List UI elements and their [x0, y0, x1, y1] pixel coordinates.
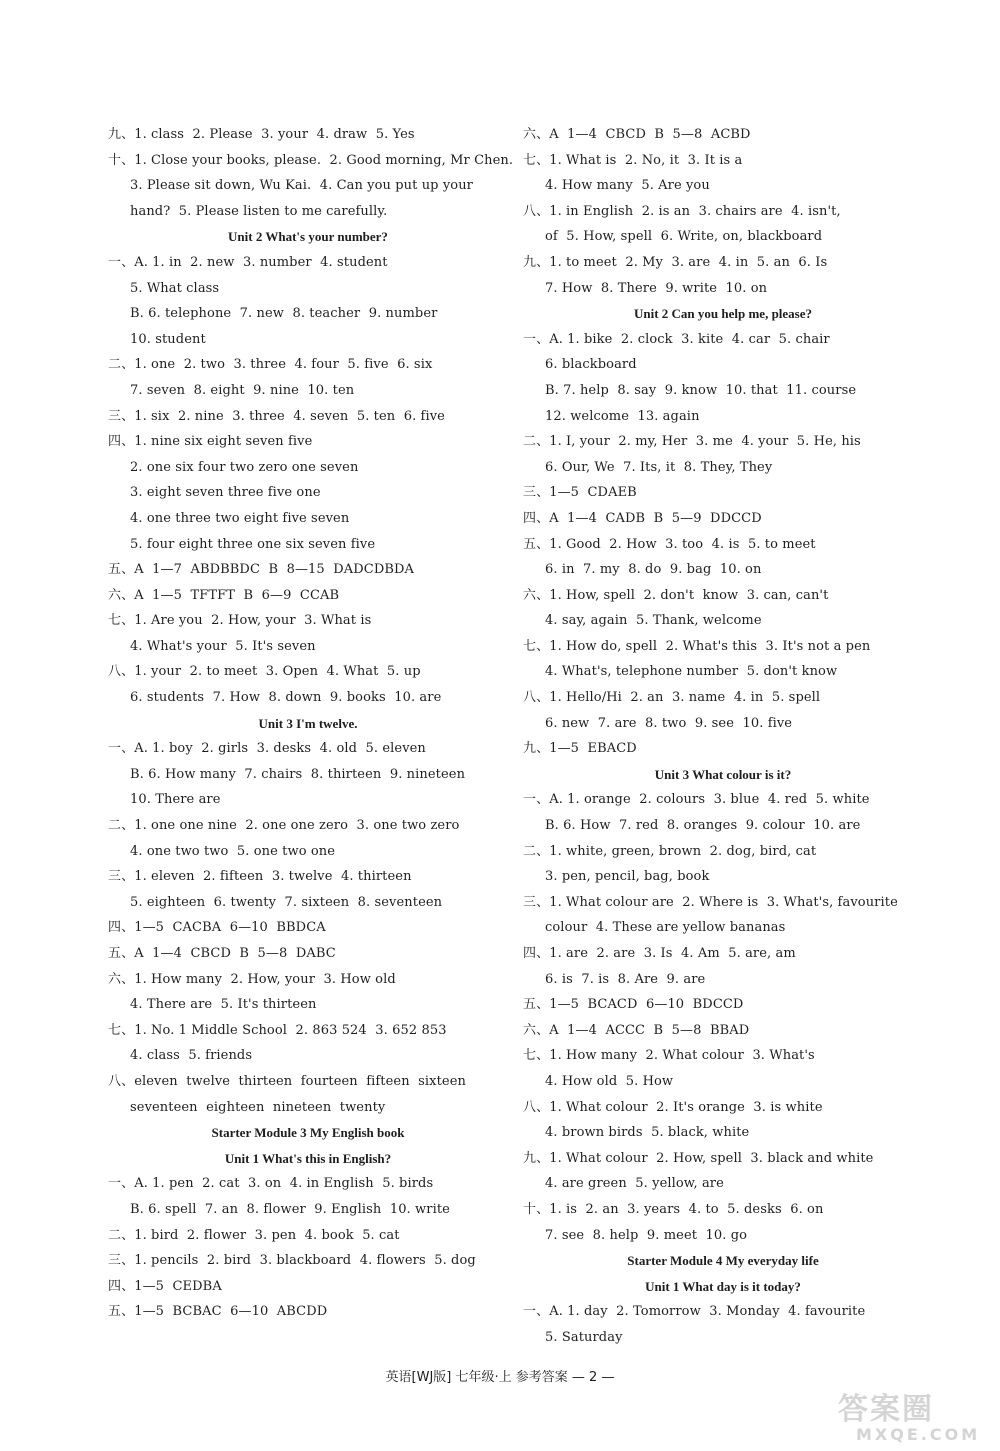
answer-line: B. 7. help 8. say 9. know 10. that 11. course [545, 382, 857, 398]
section-heading: Unit 1 What's this in English? [224, 1150, 392, 1166]
answer-line: B. 6. How 7. red 8. oranges 9. colour 10. are [545, 818, 861, 834]
answer-line: 五、1—5 BCACD 6—10 BDCCD [523, 997, 744, 1013]
answer-line: 6. is 7. is 8. Are 9. are [545, 971, 706, 987]
answer-line: 十、1. Close your books, please. 2. Good morning, Mr Chen. [108, 152, 514, 168]
answer-line: 4. one three two eight five seven [130, 510, 350, 526]
answer-line: 三、1. eleven 2. fifteen 3. twelve 4. thirteen [108, 869, 412, 885]
answer-line: 四、1. nine six eight seven five [108, 434, 313, 450]
right-answer-column [523, 122, 923, 1351]
answer-line: 4. There are 5. It's thirteen [130, 997, 317, 1013]
answer-line: 二、1. I, your 2. my, Her 3. me 4. your 5. He, his [523, 434, 861, 450]
answer-line: 五、A 1—4 CBCD B 5—8 DABC [108, 946, 336, 961]
answer-line: B. 6. spell 7. an 8. flower 9. English 10. write [130, 1201, 450, 1217]
answer-line: 3. eight seven three five one [130, 485, 321, 501]
answer-line: 一、A. 1. boy 2. girls 3. desks 4. old 5. eleven [108, 741, 426, 757]
answer-line: 二、1. white, green, brown 2. dog, bird, cat [523, 843, 817, 859]
section-heading: Unit 2 Can you help me, please? [633, 306, 813, 322]
answer-line: 七、1. No. 1 Middle School 2. 863 524 3. 652 853 [108, 1022, 447, 1038]
answer-line: 八、eleven twelve thirteen fourteen fifteen sixteen [108, 1073, 466, 1089]
answer-line: 七、1. How many 2. What colour 3. What's [523, 1048, 815, 1064]
answer-line: seventeen eighteen nineteen twenty [130, 1099, 386, 1115]
left-answer-column [108, 122, 514, 1325]
answer-line: 6. Our, We 7. Its, it 8. They, They [545, 459, 773, 475]
answer-line: 一、A. 1. bike 2. clock 3. kite 4. car 5. chair [523, 331, 830, 347]
answer-line: 2. one six four two zero one seven [130, 459, 359, 475]
answer-line: 6. in 7. my 8. do 9. bag 10. on [545, 562, 762, 578]
watermark-url: MXQE.COM [856, 1425, 981, 1444]
answer-line: 三、1. What colour are 2. Where is 3. What's, favourite [523, 894, 898, 910]
section-heading: Starter Module 4 My everyday life [627, 1253, 819, 1269]
answer-line: 四、1—5 CEDBA [108, 1278, 222, 1294]
answer-line: 4. How many 5. Are you [545, 178, 710, 194]
answer-line: 10. student [130, 331, 206, 347]
answer-line: 一、A. 1. in 2. new 3. number 4. student [108, 254, 388, 270]
answer-line: colour 4. These are yellow bananas [545, 920, 786, 936]
answer-line: 三、1. pencils 2. bird 3. blackboard 4. flowers 5. dog [108, 1253, 476, 1269]
answer-line: 4. class 5. friends [130, 1048, 253, 1064]
answer-line: 4. How old 5. How [545, 1073, 674, 1089]
answer-line: 九、1. to meet 2. My 3. are 4. in 5. an 6. Is [523, 254, 828, 270]
answer-line: 五、1. Good 2. How 3. too 4. is 5. to meet [523, 536, 816, 552]
answer-line: 三、1. six 2. nine 3. three 4. seven 5. ten 6. five [108, 408, 445, 424]
watermark-title: 答案圈 [838, 1392, 934, 1427]
answer-line: 八、1. in English 2. is an 3. chairs are 4. isn't, [523, 203, 841, 219]
answer-line: 二、1. one one nine 2. one one zero 3. one two zero [108, 818, 460, 834]
answer-line: 5. What class [130, 280, 220, 296]
answer-line: 7. see 8. help 9. meet 10. go [545, 1227, 748, 1243]
answer-line: B. 6. telephone 7. new 8. teacher 9. number [130, 306, 438, 322]
answer-line: 八、1. your 2. to meet 3. Open 4. What 5. up [108, 664, 421, 680]
answer-line: 3. Please sit down, Wu Kai. 4. Can you put up your [130, 178, 473, 194]
answer-line: 七、1. What is 2. No, it 3. It is a [523, 152, 743, 168]
section-heading: Unit 3 What colour is it? [654, 766, 792, 782]
answer-line: 六、A 1—5 TFTFT B 6—9 CCAB [108, 587, 340, 603]
answer-line: of 5. How, spell 6. Write, on, blackboard [545, 229, 823, 245]
answer-line: 五、1—5 BCBAC 6—10 ABCDD [108, 1304, 328, 1320]
answer-line: 七、1. How do, spell 2. What's this 3. It's not a pen [523, 638, 871, 654]
section-heading: Unit 1 What day is it today? [645, 1278, 801, 1294]
answer-line: 六、A 1—4 CBCD B 5—8 ACBD [523, 127, 751, 142]
watermark-logo [838, 1392, 988, 1451]
answer-line: 九、1. class 2. Please 3. your 4. draw 5. Yes [108, 127, 415, 142]
answer-line: 七、1. Are you 2. How, your 3. What is [108, 613, 372, 629]
answer-line: 四、1—5 CACBA 6—10 BBDCA [108, 920, 326, 936]
answer-line: 5. Saturday [545, 1329, 623, 1345]
answer-line: hand? 5. Please listen to me carefully. [130, 203, 388, 219]
answer-line: 6. blackboard [545, 357, 637, 373]
answer-line: 六、A 1—4 ACCC B 5—8 BBAD [523, 1022, 750, 1038]
answer-line: 八、1. Hello/Hi 2. an 3. name 4. in 5. spell [523, 690, 821, 706]
answer-line: 3. pen, pencil, bag, book [545, 869, 710, 885]
section-heading: Unit 2 What's your number? [228, 229, 388, 245]
answer-line: 一、A. 1. orange 2. colours 3. blue 4. red 5. white [523, 792, 870, 808]
answer-line: 7. How 8. There 9. write 10. on [545, 280, 768, 296]
section-heading: Starter Module 3 My English book [211, 1125, 405, 1141]
answer-line: 六、1. How, spell 2. don't know 3. can, can't [523, 587, 829, 603]
answer-line: 4. say, again 5. Thank, welcome [545, 613, 762, 629]
answer-line: 5. four eight three one six seven five [130, 536, 376, 552]
answer-line: 四、1. are 2. are 3. Is 4. Am 5. are, am [523, 946, 796, 961]
answer-line: 12. welcome 13. again [545, 408, 700, 424]
answer-line: 三、1—5 CDAEB [523, 485, 637, 501]
answer-line: 一、A. 1. day 2. Tomorrow 3. Monday 4. favourite [523, 1304, 866, 1320]
answer-line: 4. one two two 5. one two one [130, 843, 336, 859]
answer-line: 六、1. How many 2. How, your 3. How old [108, 971, 396, 987]
answer-line: B. 6. How many 7. chairs 8. thirteen 9. nineteen [130, 766, 466, 782]
answer-line: 4. What's, telephone number 5. don't know [545, 664, 838, 680]
answer-line: 八、1. What colour 2. It's orange 3. is white [523, 1099, 823, 1115]
section-heading: Unit 3 I'm twelve. [258, 715, 358, 731]
answer-line: 7. seven 8. eight 9. nine 10. ten [130, 382, 355, 398]
answer-line: 二、1. bird 2. flower 3. pen 4. book 5. cat [108, 1227, 400, 1243]
answer-line: 十、1. is 2. an 3. years 4. to 5. desks 6. on [523, 1201, 824, 1217]
answer-line: 九、1. What colour 2. How, spell 3. black and white [523, 1150, 874, 1166]
answer-line: 6. new 7. are 8. two 9. see 10. five [545, 715, 793, 731]
answer-line: 4. brown birds 5. black, white [545, 1125, 750, 1141]
answer-line: 6. students 7. How 8. down 9. books 10. are [130, 690, 442, 706]
answer-line: 一、A. 1. pen 2. cat 3. on 4. in English 5. birds [108, 1176, 434, 1192]
answer-line: 4. are green 5. yellow, are [545, 1176, 724, 1192]
answer-line: 5. eighteen 6. twenty 7. sixteen 8. seventeen [130, 894, 443, 910]
answer-line: 九、1—5 EBACD [523, 741, 637, 757]
answer-line: 四、A 1—4 CADB B 5—9 DDCCD [523, 510, 762, 526]
answer-line: 10. There are [130, 792, 221, 808]
answer-line: 二、1. one 2. two 3. three 4. four 5. five 6. six [108, 357, 433, 373]
answer-line: 五、A 1—7 ABDBBDC B 8—15 DADCDBDA [108, 562, 415, 578]
answer-line: 4. What's your 5. It's seven [130, 638, 316, 654]
page-footer: 英语[WJ版] 七年级·上 参考答案 — 2 — [385, 1370, 615, 1385]
